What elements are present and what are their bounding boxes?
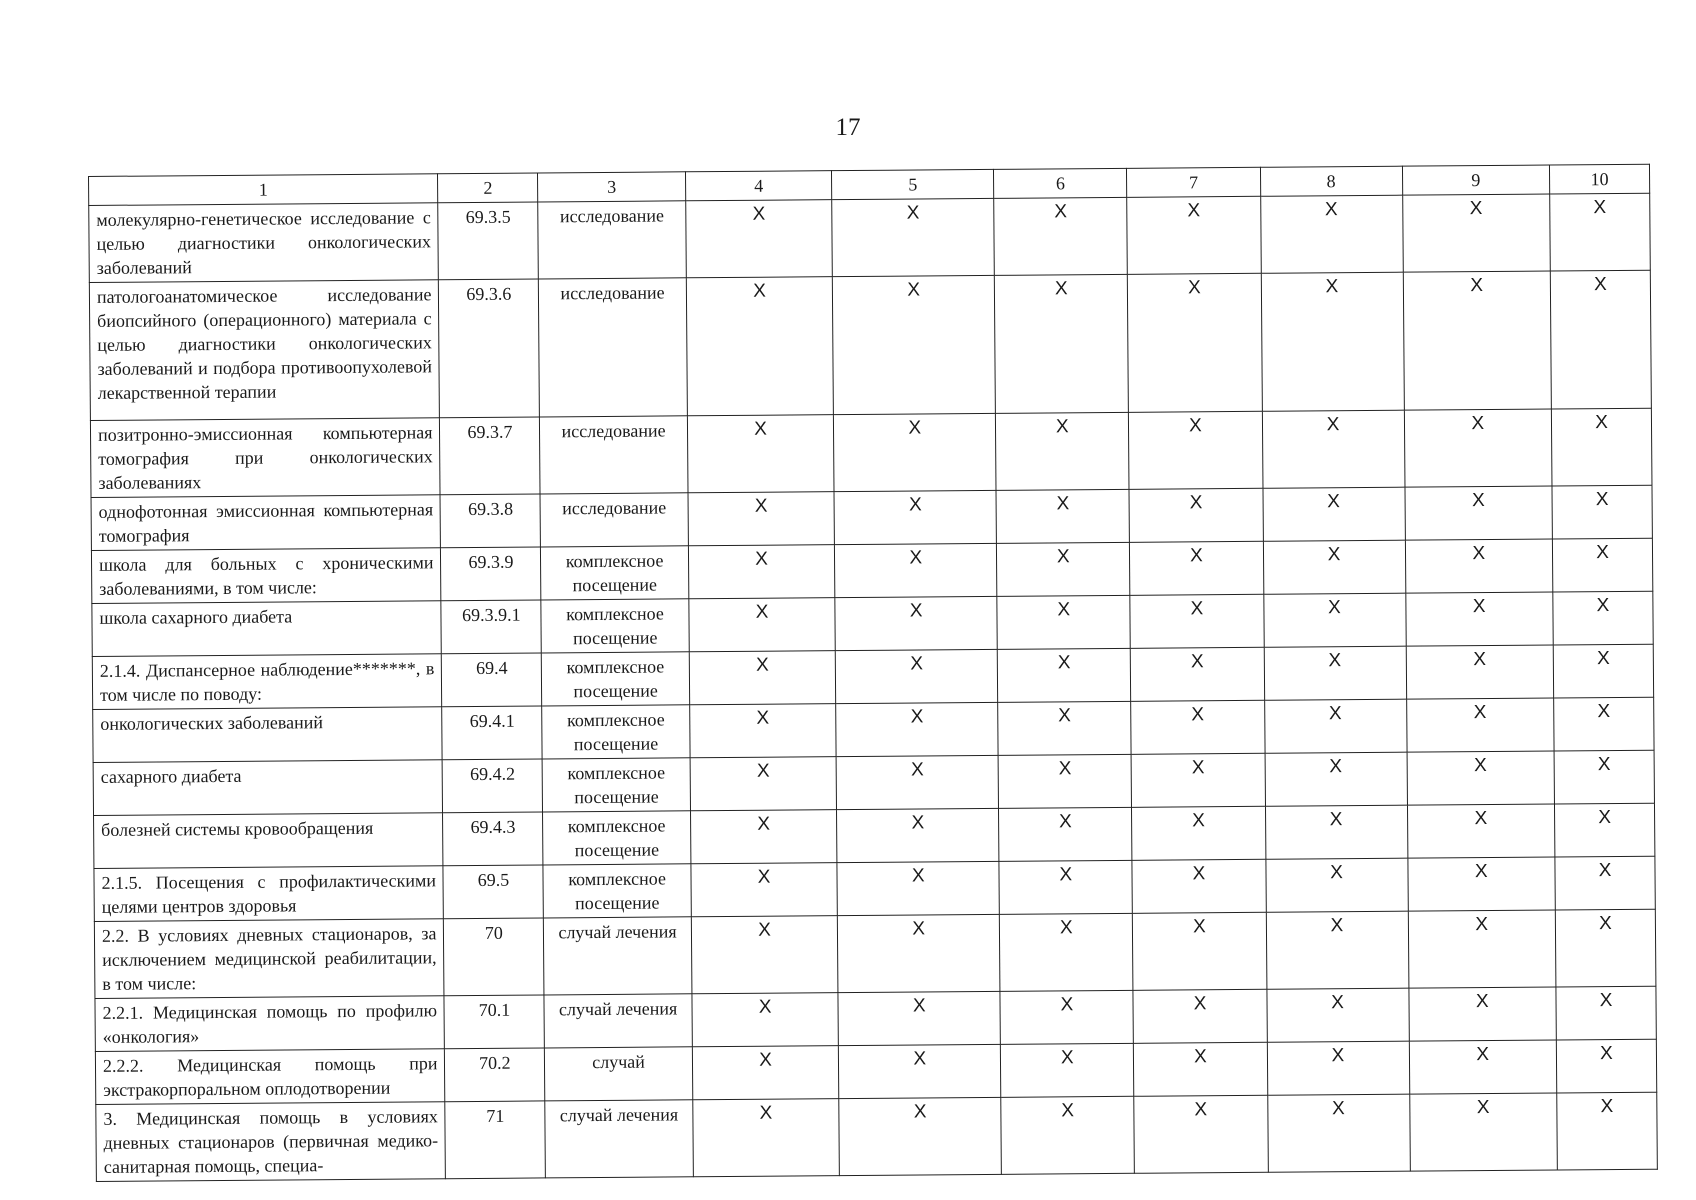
- value-cell: X: [1128, 273, 1262, 412]
- row-name-cell: 2.2.2. Медицинская помощь при экстракорпоральном оплодотворении: [95, 1049, 445, 1105]
- row-code-cell: 69.3.9.1: [441, 600, 541, 654]
- row-code-cell: 69.3.5: [438, 202, 538, 280]
- value-cell: X: [836, 649, 998, 703]
- value-cell: X: [1266, 988, 1408, 1042]
- row-code-cell: 69.5: [443, 865, 543, 919]
- row-name-cell: 2.1.5. Посещения с профилактическими целями центров здоровья: [94, 866, 444, 922]
- value-cell: X: [1264, 699, 1406, 753]
- value-cell: X: [1131, 700, 1265, 754]
- column-header: 3: [538, 172, 686, 202]
- row-code-cell: 69.3.8: [440, 494, 540, 548]
- row-code-cell: 69.3.6: [439, 279, 540, 418]
- row-unit-cell: комплексное посещение: [542, 705, 690, 759]
- value-cell: X: [1130, 594, 1264, 648]
- row-unit-cell: случай лечения: [545, 1100, 693, 1178]
- value-cell: X: [1553, 591, 1653, 645]
- value-cell: X: [1133, 989, 1267, 1043]
- value-cell: X: [995, 274, 1129, 413]
- value-cell: X: [686, 200, 833, 278]
- value-cell: X: [1132, 806, 1266, 860]
- value-cell: X: [1409, 1093, 1557, 1171]
- row-unit-cell: комплексное посещение: [542, 652, 690, 706]
- value-cell: X: [998, 701, 1132, 755]
- value-cell: X: [1133, 912, 1267, 990]
- row-name-cell: патологоанатомическое исследование биопсийного (операционного) материала с целью диагностики онкологических заболеваний и подбора противоопухолевой лекарственной терапии: [89, 280, 440, 421]
- column-header: 10: [1550, 164, 1650, 194]
- row-name-cell: болезней системы кровообращения: [94, 813, 444, 869]
- value-cell: X: [1267, 1041, 1409, 1095]
- row-name-cell: онкологических заболеваний: [93, 707, 443, 763]
- value-cell: X: [1404, 409, 1552, 487]
- value-cell: X: [1406, 645, 1554, 699]
- value-cell: X: [1408, 987, 1556, 1041]
- column-header: 2: [438, 173, 538, 203]
- value-cell: X: [686, 277, 834, 416]
- row-name-cell: сахарного диабета: [93, 760, 443, 816]
- value-cell: X: [994, 197, 1128, 275]
- value-cell: X: [1405, 486, 1553, 540]
- row-code-cell: 69.4.3: [443, 812, 543, 866]
- value-cell: X: [836, 702, 998, 756]
- value-cell: X: [1409, 1040, 1557, 1094]
- table-row: [90, 408, 1652, 497]
- value-cell: X: [1555, 909, 1656, 987]
- value-cell: X: [839, 1044, 1001, 1098]
- value-cell: X: [1134, 1042, 1268, 1096]
- value-cell: X: [688, 492, 835, 546]
- value-cell: X: [1001, 1096, 1135, 1174]
- value-cell: X: [1265, 752, 1407, 806]
- row-code-cell: 70.1: [444, 995, 544, 1049]
- value-cell: X: [833, 275, 996, 414]
- value-cell: X: [1263, 487, 1405, 541]
- value-cell: X: [835, 543, 997, 597]
- value-cell: X: [1552, 485, 1652, 539]
- value-cell: X: [1407, 751, 1555, 805]
- value-cell: X: [998, 648, 1132, 702]
- row-unit-cell: исследование: [540, 416, 688, 494]
- value-cell: X: [1132, 859, 1266, 913]
- value-cell: X: [832, 198, 995, 276]
- value-cell: X: [1554, 697, 1654, 751]
- value-cell: X: [1405, 539, 1553, 593]
- row-name-cell: 2.1.4. Диспансерное наблюдение*******, в том числе по поводу:: [92, 654, 442, 710]
- value-cell: X: [1134, 1095, 1268, 1173]
- value-cell: X: [1407, 857, 1555, 911]
- value-cell: X: [837, 861, 999, 915]
- value-cell: X: [1406, 698, 1554, 752]
- value-cell: X: [1263, 540, 1405, 594]
- page-number: 17: [835, 114, 861, 141]
- value-cell: X: [692, 993, 839, 1047]
- value-cell: X: [1000, 913, 1134, 991]
- value-cell: X: [1405, 592, 1553, 646]
- value-cell: X: [1403, 271, 1552, 410]
- value-cell: X: [689, 598, 836, 652]
- value-cell: X: [692, 1046, 839, 1100]
- value-cell: X: [837, 808, 999, 862]
- value-cell: X: [690, 704, 837, 758]
- column-header: 4: [685, 171, 832, 201]
- value-cell: X: [838, 914, 1001, 992]
- value-cell: X: [687, 415, 834, 493]
- value-cell: X: [1550, 270, 1651, 409]
- row-unit-cell: комплексное посещение: [543, 811, 691, 865]
- value-cell: X: [996, 412, 1130, 490]
- value-cell: X: [1265, 858, 1407, 912]
- value-cell: X: [1263, 593, 1405, 647]
- value-cell: X: [997, 542, 1131, 596]
- value-cell: X: [1266, 911, 1409, 989]
- value-cell: X: [1554, 750, 1654, 804]
- value-cell: X: [996, 489, 1130, 543]
- row-unit-cell: комплексное посещение: [541, 546, 689, 600]
- value-cell: X: [1550, 193, 1651, 271]
- value-cell: X: [1000, 990, 1134, 1044]
- value-cell: X: [1131, 647, 1265, 701]
- row-name-cell: 2.2. В условиях дневных стационаров, за исключением медицинской реабилитации, в том числе:: [94, 919, 444, 999]
- column-header: 7: [1127, 167, 1260, 197]
- value-cell: X: [1556, 1039, 1656, 1093]
- value-cell: X: [1551, 408, 1652, 486]
- column-header: 8: [1260, 166, 1402, 196]
- column-header: 1: [89, 174, 439, 206]
- row-unit-cell: случай: [545, 1047, 693, 1101]
- row-unit-cell: комплексное посещение: [542, 758, 690, 812]
- table-row: [89, 193, 1651, 282]
- value-cell: X: [693, 1099, 840, 1177]
- value-cell: X: [1131, 753, 1265, 807]
- row-code-cell: 69.3.7: [440, 417, 540, 495]
- value-cell: X: [1127, 196, 1261, 274]
- table-row: [89, 270, 1651, 420]
- value-cell: X: [690, 757, 837, 811]
- value-cell: X: [834, 413, 997, 491]
- value-cell: X: [1261, 272, 1404, 411]
- data-table: [88, 164, 1658, 1182]
- row-code-cell: 69.4: [442, 653, 542, 707]
- value-cell: X: [1555, 803, 1655, 857]
- column-header: 6: [994, 168, 1127, 198]
- value-cell: X: [1265, 805, 1407, 859]
- row-unit-cell: случай лечения: [544, 994, 692, 1048]
- value-cell: X: [1129, 411, 1263, 489]
- row-name-cell: 2.2.1. Медицинская помощь по профилю «онкология»: [95, 996, 445, 1052]
- value-cell: X: [835, 596, 997, 650]
- value-cell: X: [834, 490, 996, 544]
- row-name-cell: 3. Медицинская помощь в условиях дневных стационаров (первичная медико-санитарная помощь, специа-: [96, 1102, 446, 1182]
- value-cell: X: [1001, 1043, 1135, 1097]
- value-cell: X: [1556, 986, 1656, 1040]
- value-cell: X: [1553, 644, 1653, 698]
- value-cell: X: [1130, 541, 1264, 595]
- value-cell: X: [1264, 646, 1406, 700]
- column-header: 9: [1402, 165, 1550, 195]
- value-cell: X: [689, 651, 836, 705]
- value-cell: X: [836, 755, 998, 809]
- row-code-cell: 69.3.9: [441, 547, 541, 601]
- row-unit-cell: исследование: [540, 493, 688, 547]
- value-cell: X: [999, 860, 1133, 914]
- value-cell: X: [691, 916, 838, 994]
- table-row: [94, 909, 1656, 998]
- value-cell: X: [999, 807, 1133, 861]
- row-name-cell: молекулярно-генетическое исследование с целью диагностики онкологических заболеваний: [89, 203, 439, 283]
- value-cell: X: [1408, 910, 1556, 988]
- value-cell: X: [997, 595, 1131, 649]
- value-cell: X: [690, 810, 837, 864]
- value-cell: X: [1260, 195, 1403, 273]
- value-cell: X: [1552, 538, 1652, 592]
- value-cell: X: [1407, 804, 1555, 858]
- row-code-cell: 70.2: [445, 1048, 545, 1102]
- row-code-cell: 70: [444, 918, 544, 996]
- table-row: [96, 1092, 1658, 1181]
- column-header: 5: [832, 169, 994, 199]
- value-cell: X: [1129, 488, 1263, 542]
- value-cell: X: [1555, 856, 1655, 910]
- row-code-cell: 71: [445, 1101, 545, 1179]
- row-unit-cell: комплексное посещение: [543, 864, 691, 918]
- row-name-cell: школа сахарного диабета: [92, 601, 442, 657]
- value-cell: X: [1557, 1092, 1658, 1170]
- row-name-cell: позитронно-эмиссионная компьютерная томография при онкологических заболеваниях: [90, 418, 440, 498]
- value-cell: X: [688, 545, 835, 599]
- value-cell: X: [1262, 410, 1405, 488]
- row-name-cell: однофотонная эмиссионная компьютерная томография: [91, 495, 441, 551]
- row-unit-cell: случай лечения: [544, 917, 692, 995]
- value-cell: X: [1267, 1094, 1410, 1172]
- row-name-cell: школа для больных с хроническими заболеваниями, в том числе:: [91, 548, 441, 604]
- row-unit-cell: комплексное посещение: [541, 599, 689, 653]
- value-cell: X: [1402, 194, 1550, 272]
- value-cell: X: [998, 754, 1132, 808]
- row-code-cell: 69.4.2: [443, 759, 543, 813]
- value-cell: X: [838, 991, 1000, 1045]
- value-cell: X: [691, 863, 838, 917]
- row-unit-cell: исследование: [538, 201, 686, 279]
- row-unit-cell: исследование: [539, 278, 688, 417]
- value-cell: X: [839, 1097, 1002, 1175]
- row-code-cell: 69.4.1: [442, 706, 542, 760]
